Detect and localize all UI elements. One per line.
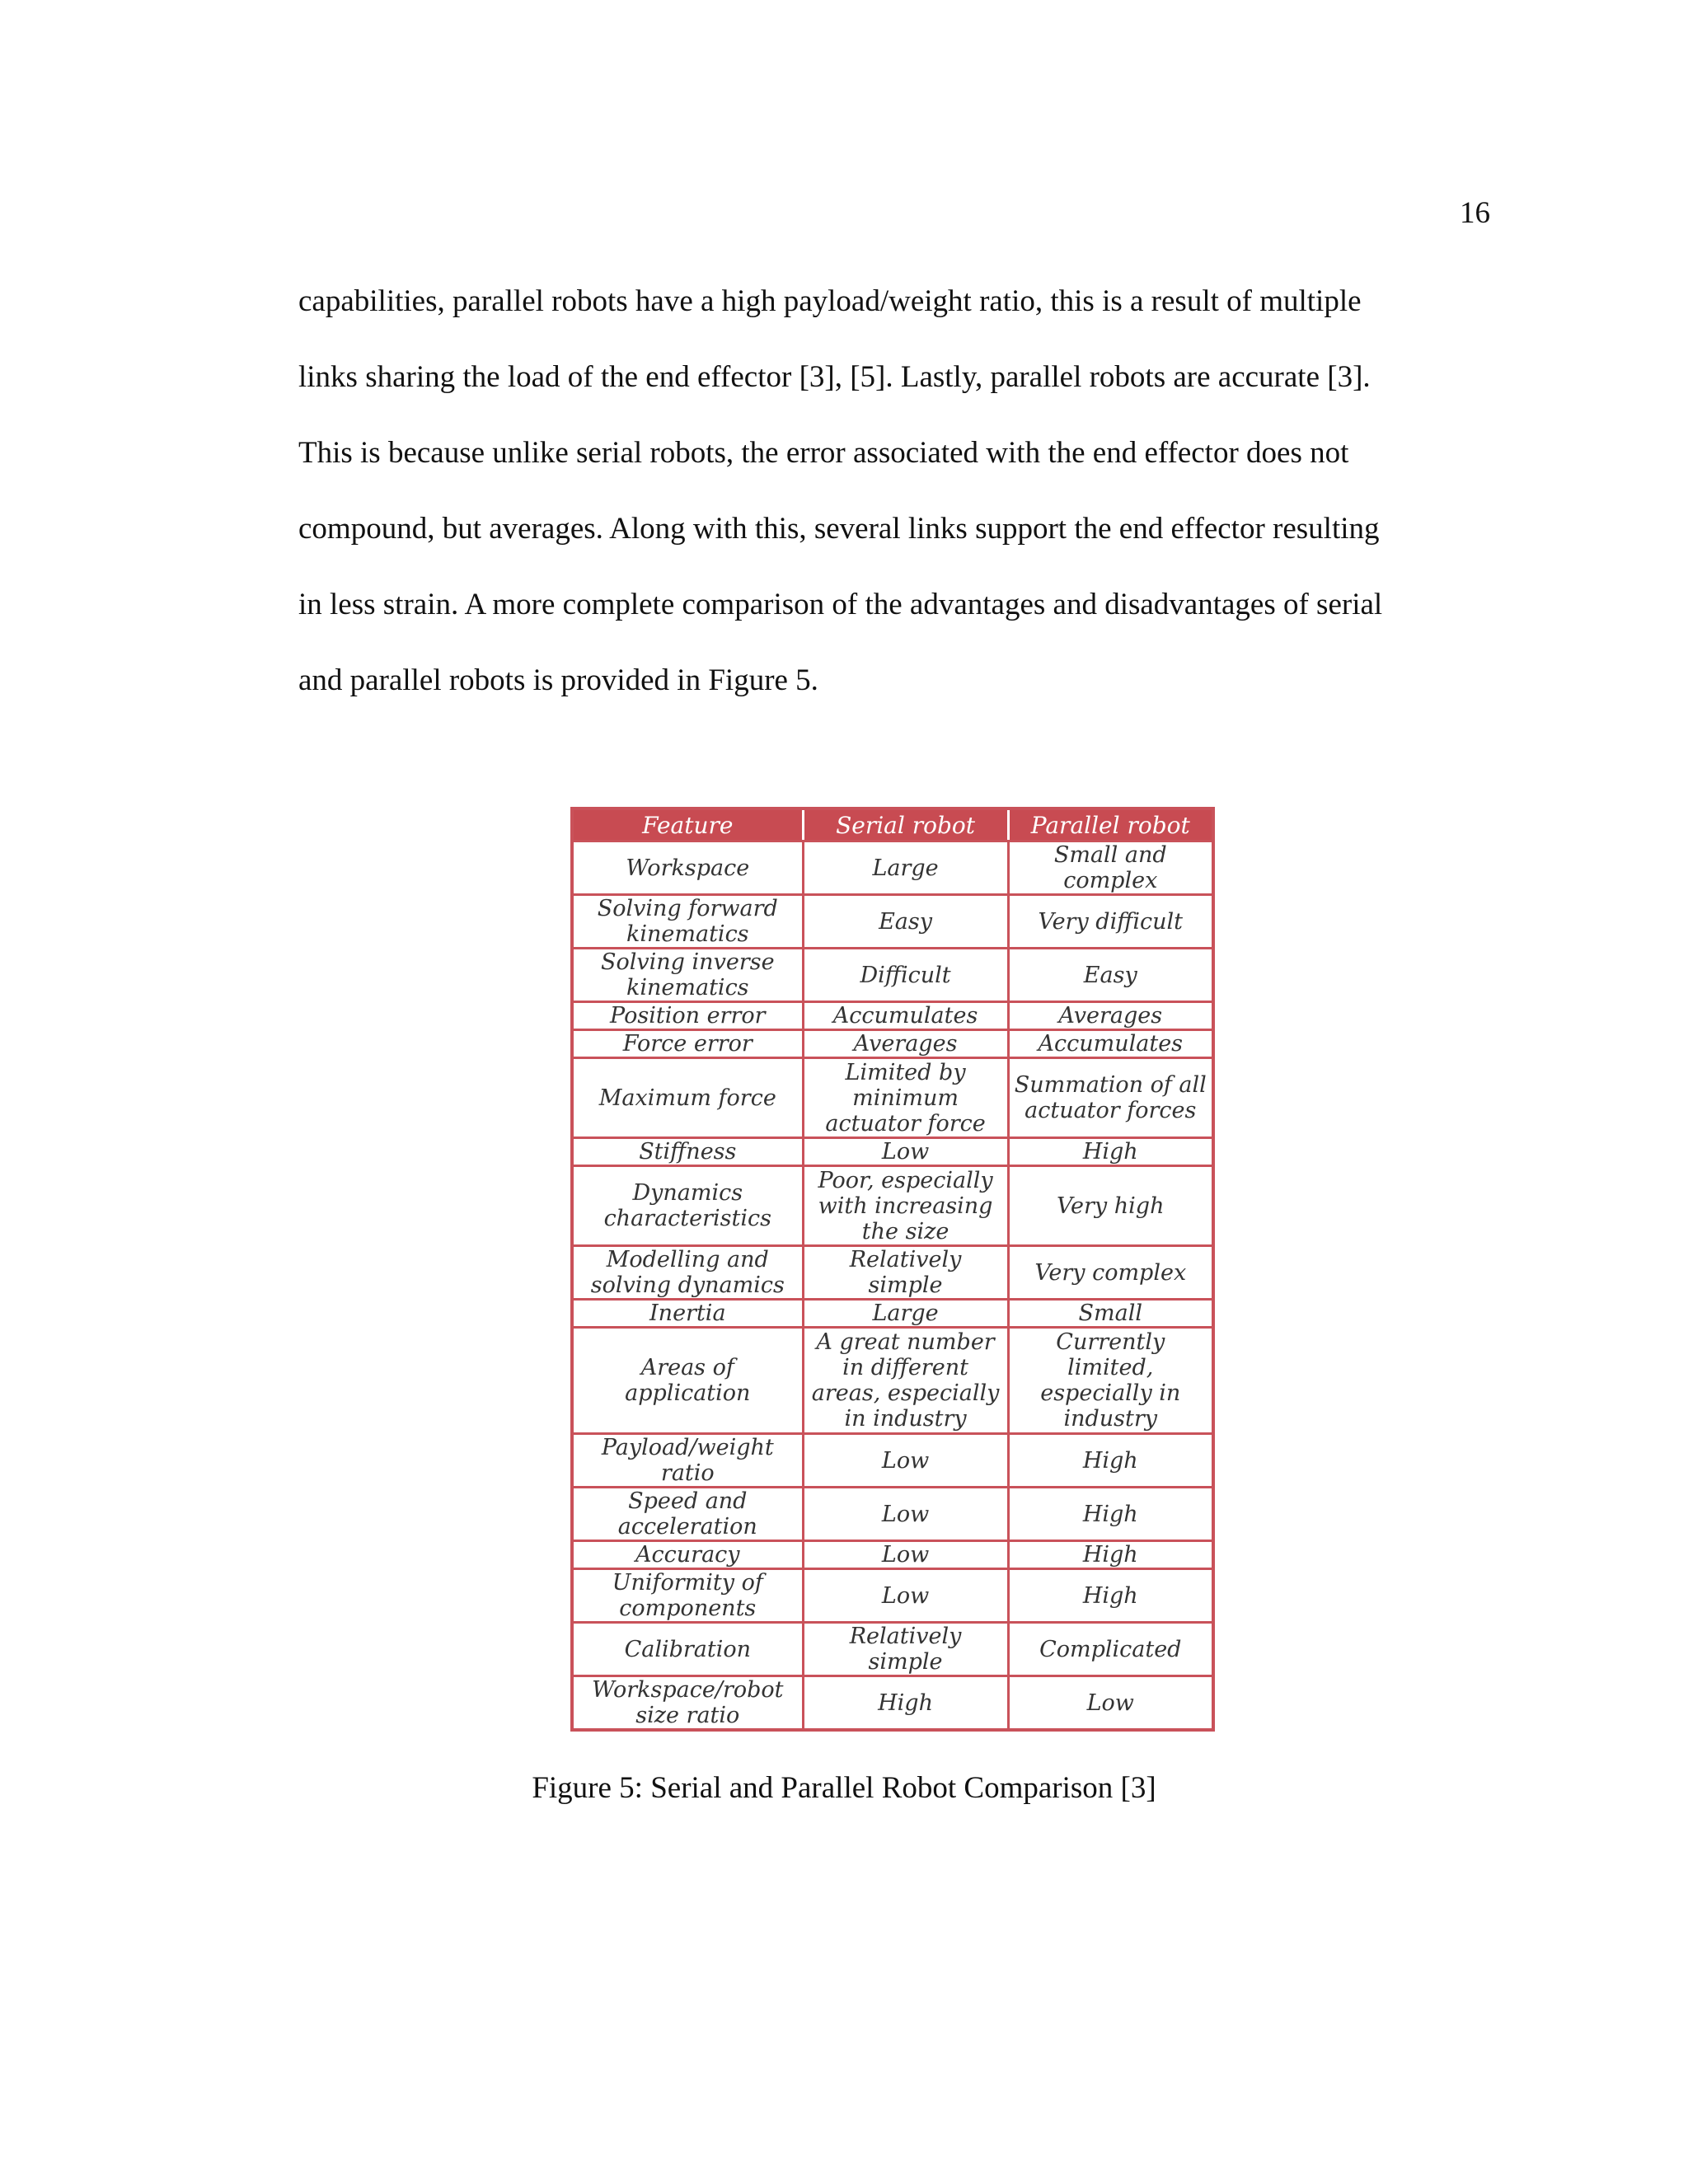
table-row	[572, 1541, 1213, 1569]
figure-5	[570, 807, 1215, 1732]
feature-cell: Areas of application	[572, 1328, 803, 1434]
table-row	[572, 841, 1213, 895]
feature-cell: Accuracy	[572, 1541, 803, 1569]
serial-cell: Limited by minimum actuator force	[803, 1058, 1008, 1138]
paragraph-line: and parallel robots is provided in Figure 5.	[298, 663, 818, 697]
feature-cell: Workspace	[572, 841, 803, 895]
table-row	[572, 1676, 1213, 1731]
table-row	[572, 895, 1213, 949]
comparison-table	[570, 807, 1215, 1732]
table-row	[572, 1488, 1213, 1541]
paragraph-line: compound, but averages. Along with this, several links support the end effector resulting	[298, 512, 1380, 546]
table-row	[572, 1166, 1213, 1246]
header-parallel-robot: Parallel robot	[1008, 808, 1213, 841]
parallel-cell: High	[1008, 1434, 1213, 1488]
parallel-cell: Small and complex	[1008, 841, 1213, 895]
serial-cell: Low	[803, 1569, 1008, 1623]
parallel-cell: Easy	[1008, 949, 1213, 1002]
parallel-cell: Averages	[1008, 1002, 1213, 1030]
table-row	[572, 1058, 1213, 1138]
feature-cell: Speed and acceleration	[572, 1488, 803, 1541]
table-row	[572, 1030, 1213, 1058]
serial-cell: Low	[803, 1488, 1008, 1541]
header-serial-robot: Serial robot	[803, 808, 1008, 841]
parallel-cell: Complicated	[1008, 1623, 1213, 1676]
parallel-cell: Small	[1008, 1300, 1213, 1328]
serial-cell: Averages	[803, 1030, 1008, 1058]
parallel-cell: Very complex	[1008, 1246, 1213, 1300]
serial-cell: A great number in different areas, especially in industry	[803, 1328, 1008, 1434]
parallel-cell: High	[1008, 1541, 1213, 1569]
paragraph-line: in less strain. A more complete comparison of the advantages and disadvantages of serial	[298, 588, 1383, 621]
feature-cell: Stiffness	[572, 1138, 803, 1166]
parallel-cell: Summation of all actuator forces	[1008, 1058, 1213, 1138]
serial-cell: Large	[803, 841, 1008, 895]
table-row	[572, 1623, 1213, 1676]
feature-cell: Workspace/robot size ratio	[572, 1676, 803, 1731]
table-row	[572, 1246, 1213, 1300]
serial-cell: Low	[803, 1434, 1008, 1488]
feature-cell: Uniformity of components	[572, 1569, 803, 1623]
feature-cell: Modelling and solving dynamics	[572, 1246, 803, 1300]
parallel-cell: High	[1008, 1569, 1213, 1623]
parallel-cell: Very difficult	[1008, 895, 1213, 949]
table-row	[572, 1002, 1213, 1030]
paragraph-line: This is because unlike serial robots, the error associated with the end effector does not	[298, 436, 1349, 470]
parallel-cell: Low	[1008, 1676, 1213, 1731]
header-feature: Feature	[572, 808, 803, 841]
serial-cell: Low	[803, 1541, 1008, 1569]
feature-cell: Inertia	[572, 1300, 803, 1328]
table-row	[572, 1328, 1213, 1434]
feature-cell: Maximum force	[572, 1058, 803, 1138]
feature-cell: Position error	[572, 1002, 803, 1030]
parallel-cell: High	[1008, 1138, 1213, 1166]
serial-cell: Easy	[803, 895, 1008, 949]
feature-cell: Force error	[572, 1030, 803, 1058]
parallel-cell: High	[1008, 1488, 1213, 1541]
serial-cell: Poor, especially with increasing the size	[803, 1166, 1008, 1246]
serial-cell: Relatively simple	[803, 1623, 1008, 1676]
feature-cell: Payload/weight ratio	[572, 1434, 803, 1488]
serial-cell: High	[803, 1676, 1008, 1731]
serial-cell: Low	[803, 1138, 1008, 1166]
table-row	[572, 1434, 1213, 1488]
feature-cell: Solving forward kinematics	[572, 895, 803, 949]
serial-cell: Relatively simple	[803, 1246, 1008, 1300]
parallel-cell: Accumulates	[1008, 1030, 1213, 1058]
parallel-cell: Very high	[1008, 1166, 1213, 1246]
paragraph-line: links sharing the load of the end effector [3], [5]. Lastly, parallel robots are accurate [3].	[298, 360, 1371, 394]
parallel-cell: Currently limited, especially in industry	[1008, 1328, 1213, 1434]
paragraph-line: capabilities, parallel robots have a high payload/weight ratio, this is a result of multiple	[298, 284, 1362, 318]
body-paragraph	[298, 264, 1485, 719]
feature-cell: Dynamics characteristics	[572, 1166, 803, 1246]
figure-caption: Figure 5: Serial and Parallel Robot Comparison [3]	[532, 1771, 1156, 1805]
table-row	[572, 949, 1213, 1002]
table-header-row	[572, 808, 1213, 841]
table-row	[572, 1300, 1213, 1328]
table-row	[572, 1569, 1213, 1623]
serial-cell: Large	[803, 1300, 1008, 1328]
feature-cell: Solving inverse kinematics	[572, 949, 803, 1002]
feature-cell: Calibration	[572, 1623, 803, 1676]
table-row	[572, 1138, 1213, 1166]
serial-cell: Accumulates	[803, 1002, 1008, 1030]
serial-cell: Difficult	[803, 949, 1008, 1002]
page-number: 16	[1460, 196, 1490, 230]
